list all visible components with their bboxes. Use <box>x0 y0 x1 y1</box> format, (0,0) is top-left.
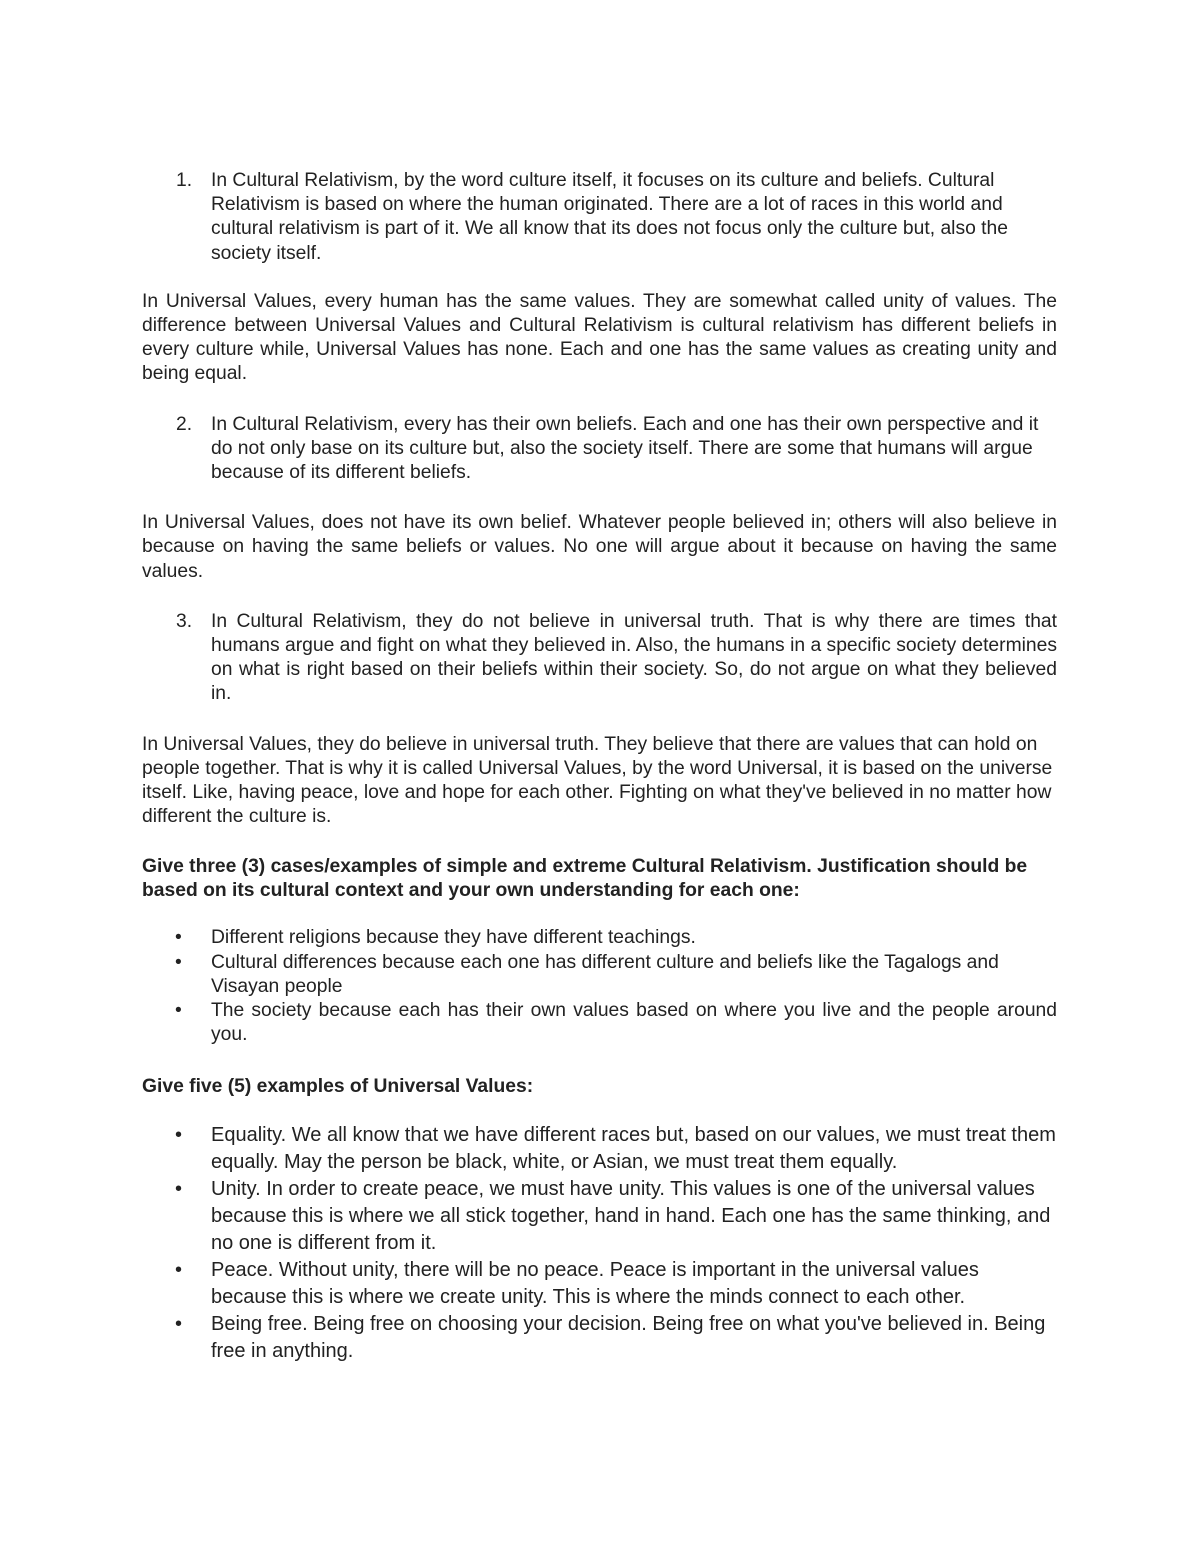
item-text: In Cultural Relativism, every has their own beliefs. Each and one has their own perspective and it do not only base on its culture but, also the society itself. There are some that humans will argue because of its different beliefs. <box>211 413 1039 484</box>
item-text: In Cultural Relativism, they do not believe in universal truth. That is why there are times that humans argue and fight on what they believed in. Also, the humans in a specific society determines on what is right based on their beliefs within their society. So, do not argue on what they believed in. <box>211 610 1057 705</box>
list-item <box>142 610 1057 707</box>
numbered-list-2 <box>142 413 1057 486</box>
list-item <box>142 169 1057 266</box>
numbered-list-1 <box>142 169 1057 266</box>
list-item <box>142 1176 1057 1257</box>
bullet-icon: • <box>175 1258 183 1281</box>
item-text: Being free. Being free on choosing your decision. Being free on what you've believed in. Being free in anything. <box>211 1312 1046 1362</box>
list-number: 2. <box>176 413 193 435</box>
item-text: Peace. Without unity, there will be no peace. Peace is important in the universal values because this is where we create unity. This is where the minds connect to each other. <box>211 1258 979 1308</box>
item-text: Equality. We all know that we have different races but, based on our values, we must treat them equally. May the person be black, white, or Asian, we must treat them equally. <box>211 1123 1056 1173</box>
bullet-icon: • <box>175 1000 182 1022</box>
bullet-icon: • <box>175 1312 183 1335</box>
item-text: In Cultural Relativism, by the word culture itself, it focuses on its culture and beliefs. Cultural Relativism is based on where the human originated. There are a lot of races in this world and cultural relativism is part of it. We all know that its does not focus only the culture but, also the society itself. <box>211 170 1008 264</box>
item-text: Unity. In order to create peace, we must have unity. This values is one of the universal values because this is where we all stick together, hand in hand. Each one has the same thinking, and no one is different from it. <box>211 1177 1051 1254</box>
list-item <box>142 926 1057 950</box>
bullet-icon: • <box>175 951 182 973</box>
list-number: 3. <box>176 610 193 632</box>
paragraph: In Universal Values, every human has the same values. They are somewhat called unity of values. The difference between Universal Values and Cultural Relativism is cultural relativism has different beliefs in every culture while, Universal Values has none. Each and one has the same values as creating unity and being equal. <box>142 290 1057 385</box>
item-text: Cultural differences because each one has different culture and beliefs like the Tagalogs and Visayan people <box>211 951 999 997</box>
bullet-icon: • <box>175 1177 183 1200</box>
list-item <box>142 951 1057 999</box>
bullet-list-cases <box>142 926 1057 1047</box>
list-number: 1. <box>176 170 193 191</box>
paragraph: In Universal Values, they do believe in universal truth. They believe that there are values that can hold on people together. That is why it is called Universal Values, by the word Universal, it is based on the universe itself. Like, having peace, love and hope for each other. Fighting on what they've believed in no matter how different the culture is. <box>142 733 1053 828</box>
numbered-list-3 <box>142 610 1057 707</box>
section-heading: Give three (3) cases/examples of simple and extreme Cultural Relativism. Justification should be based on its cultural context and your own understanding for each one: <box>142 856 1028 901</box>
item-text: Different religions because they have different teachings. <box>211 927 696 949</box>
list-item <box>142 413 1057 486</box>
document-body <box>142 169 1057 1365</box>
item-text: The society because each has their own values based on where you live and the people around you. <box>211 1000 1057 1046</box>
section-heading: Give five (5) examples of Universal Values: <box>142 1076 534 1098</box>
list-item <box>142 1257 1057 1311</box>
list-item <box>142 1122 1057 1176</box>
paragraph: In Universal Values, does not have its own belief. Whatever people believed in; others will also believe in because on having the same beliefs or values. No one will argue about it because on having the same values. <box>142 512 1057 582</box>
bullet-list-values <box>142 1122 1057 1365</box>
bullet-icon: • <box>175 1123 183 1146</box>
bullet-icon: • <box>175 927 182 949</box>
list-item <box>142 999 1057 1047</box>
list-item <box>142 1311 1057 1365</box>
